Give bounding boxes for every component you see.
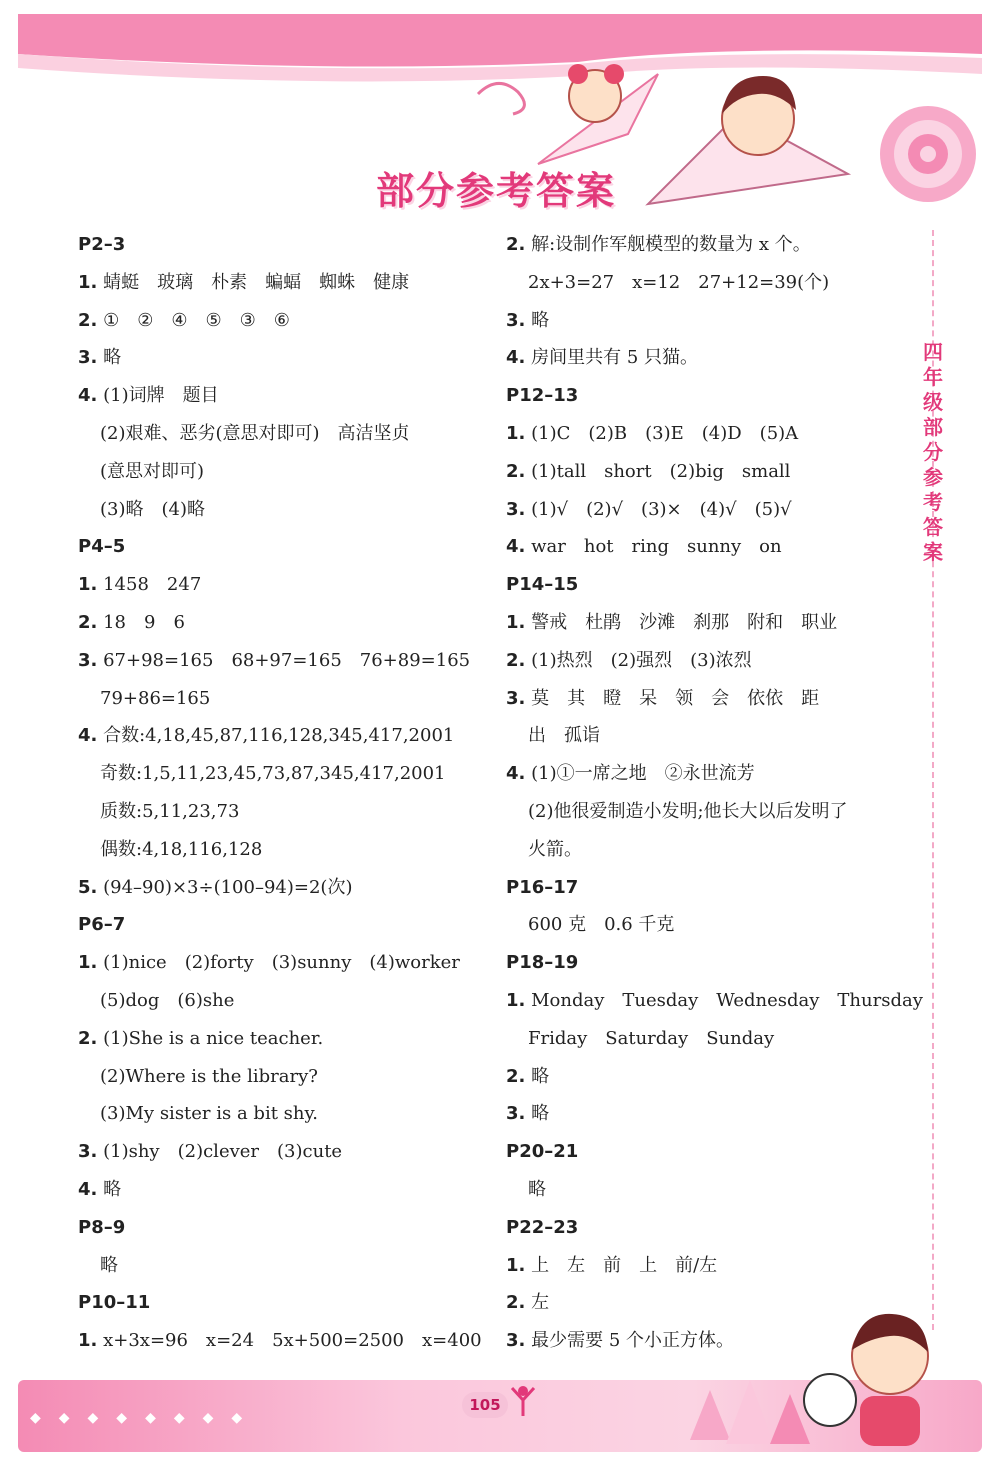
answer-line xyxy=(506,793,906,831)
answer-text: (1)词牌 题目 xyxy=(103,385,219,407)
answer-text: P22–23 xyxy=(506,1216,579,1238)
answer-line xyxy=(78,717,498,755)
answer-text: 略 xyxy=(531,309,550,331)
answer-text: (1)shy (2)clever (3)cute xyxy=(103,1141,343,1163)
answer-line xyxy=(78,1322,498,1360)
section-heading xyxy=(78,528,498,566)
side-tab-char: 参 xyxy=(923,465,943,489)
question-number: 1. xyxy=(78,1330,98,1352)
answer-line xyxy=(78,377,498,415)
question-number: 4. xyxy=(78,1178,98,1200)
question-number: 4. xyxy=(506,763,526,785)
answer-text: ① ② ④ ⑤ ③ ⑥ xyxy=(103,309,290,331)
question-number: 2. xyxy=(506,649,526,671)
answer-text: P14–15 xyxy=(506,574,579,596)
answer-text: 略 xyxy=(531,1103,550,1125)
answer-line xyxy=(506,755,906,793)
answer-line xyxy=(78,1133,498,1171)
answer-text: (3)略 (4)略 xyxy=(100,498,205,520)
answer-line xyxy=(78,755,498,793)
section-heading xyxy=(506,1209,906,1247)
question-number: 1. xyxy=(78,271,98,293)
answer-text: 18 9 6 xyxy=(103,611,185,633)
side-tab-char: 部 xyxy=(923,415,943,439)
answer-line xyxy=(78,302,498,340)
answer-line xyxy=(78,453,498,491)
answer-text: Friday Saturday Sunday xyxy=(528,1027,775,1049)
answer-text: (1)①一席之地 ②永世流芳 xyxy=(531,763,755,785)
side-tab-char: 分 xyxy=(923,440,943,464)
answer-text: 莫 其 瞪 呆 领 会 依依 距 xyxy=(531,687,820,709)
question-number: 1. xyxy=(78,952,98,974)
answer-text: 略 xyxy=(103,347,122,369)
question-number: 5. xyxy=(78,876,98,898)
answer-text: (1)√ (2)√ (3)× (4)√ (5)√ xyxy=(531,498,792,520)
answer-line xyxy=(506,302,906,340)
answer-text: (2)艰难、恶劣(意思对即可) 高洁坚贞 xyxy=(100,422,410,444)
answer-text: 房间里共有 5 只猫。 xyxy=(531,347,699,369)
answer-line xyxy=(78,415,498,453)
answer-line xyxy=(78,982,498,1020)
answer-line xyxy=(78,680,498,718)
section-heading xyxy=(78,1284,498,1322)
answers-left-column xyxy=(78,226,498,1360)
answer-line xyxy=(78,1171,498,1209)
question-number: 3. xyxy=(506,498,526,520)
question-number: 1. xyxy=(78,574,98,596)
trees-icon xyxy=(690,1380,810,1450)
question-number: 3. xyxy=(506,309,526,331)
answer-line xyxy=(506,680,906,718)
answer-line xyxy=(78,793,498,831)
section-heading xyxy=(506,1133,906,1171)
answer-line xyxy=(78,831,498,869)
answer-text: P10–11 xyxy=(78,1292,151,1314)
answer-line xyxy=(506,717,906,755)
section-heading xyxy=(78,226,498,264)
answer-text: 解:设制作军舰模型的数量为 x 个。 xyxy=(531,234,811,255)
answer-text: (1)tall short (2)big small xyxy=(531,460,791,482)
section-heading xyxy=(506,377,906,415)
answer-text: P18–19 xyxy=(506,952,579,974)
answer-text: 合数:4,18,45,87,116,128,345,417,2001 xyxy=(103,725,455,747)
question-number: 3. xyxy=(506,1330,526,1352)
answer-line xyxy=(506,906,906,944)
answer-text: 2x+3=27 x=12 27+12=39(个) xyxy=(528,271,830,293)
question-number: 3. xyxy=(78,649,98,671)
answer-text: 略 xyxy=(103,1178,122,1200)
section-heading xyxy=(78,906,498,944)
answer-line xyxy=(78,264,498,302)
question-number: 4. xyxy=(78,385,98,407)
answer-text: x+3x=96 x=24 5x+500=2500 x=400 xyxy=(103,1330,482,1352)
answer-text: Monday Tuesday Wednesday Thursday xyxy=(531,989,923,1011)
answer-line xyxy=(506,226,906,264)
answer-text: 略 xyxy=(100,1254,118,1276)
answer-text: 600 克 0.6 千克 xyxy=(528,914,675,936)
side-tab-char: 四 xyxy=(923,340,943,364)
question-number: 1. xyxy=(506,1254,526,1276)
answer-text: P16–17 xyxy=(506,876,579,898)
answer-line xyxy=(78,491,498,529)
section-heading xyxy=(506,566,906,604)
question-number: 1. xyxy=(506,611,526,633)
answer-line xyxy=(506,491,906,529)
answer-line xyxy=(78,604,498,642)
answer-line xyxy=(506,831,906,869)
answer-line xyxy=(506,415,906,453)
answer-line xyxy=(506,339,906,377)
answer-text: 蜻蜓 玻璃 朴素 蝙蝠 蜘蛛 健康 xyxy=(103,271,410,293)
section-heading xyxy=(506,869,906,907)
answer-line xyxy=(78,1020,498,1058)
question-number: 2. xyxy=(506,460,526,482)
answer-line xyxy=(506,1171,906,1209)
answer-text: 出 孤诣 xyxy=(528,725,600,747)
answer-text: P4–5 xyxy=(78,536,126,558)
header-banner xyxy=(18,14,982,214)
answer-text: 火箭。 xyxy=(528,838,582,860)
answer-text: (3)My sister is a bit shy. xyxy=(100,1103,318,1125)
answer-text: war hot ring sunny on xyxy=(531,536,782,558)
question-number: 2. xyxy=(78,611,98,633)
answer-line xyxy=(506,1058,906,1096)
answer-line xyxy=(506,528,906,566)
answer-line xyxy=(78,339,498,377)
answer-text: 偶数:4,18,116,128 xyxy=(100,838,263,860)
answer-line xyxy=(78,1095,498,1133)
answer-line xyxy=(506,264,906,302)
answer-line xyxy=(506,453,906,491)
side-tab-char: 年 xyxy=(923,365,943,389)
answer-text: (1)热烈 (2)强烈 (3)浓烈 xyxy=(531,649,752,671)
cheering-figure-icon xyxy=(508,1384,538,1418)
answer-line xyxy=(78,869,498,907)
section-heading xyxy=(78,1209,498,1247)
answer-line xyxy=(78,944,498,982)
answer-text: (94–90)×3÷(100–94)=2(次) xyxy=(103,876,353,898)
answer-text: P6–7 xyxy=(78,914,126,936)
answer-line xyxy=(506,642,906,680)
answer-text: 略 xyxy=(531,1065,550,1087)
answer-text: 质数:5,11,23,73 xyxy=(100,800,240,822)
footer-decoration-icon: ◆◆◆◆◆◆◆◆ xyxy=(30,1410,261,1426)
answer-text: (5)dog (6)she xyxy=(100,989,235,1011)
question-number: 2. xyxy=(506,1065,526,1087)
answer-line xyxy=(78,1247,498,1285)
question-number: 1. xyxy=(506,989,526,1011)
side-tab-label xyxy=(918,340,948,565)
side-tab-char: 答 xyxy=(923,515,943,539)
answer-text: (1)C (2)B (3)E (4)D (5)A xyxy=(531,422,799,444)
question-number: 3. xyxy=(506,687,526,709)
question-number: 1. xyxy=(506,422,526,444)
question-number: 3. xyxy=(506,1103,526,1125)
side-tab-char: 级 xyxy=(923,390,943,414)
answer-text: 上 左 前 上 前/左 xyxy=(531,1254,718,1276)
answer-line xyxy=(506,604,906,642)
question-number: 2. xyxy=(506,1292,526,1314)
answer-text: (1)She is a nice teacher. xyxy=(103,1027,324,1049)
side-tab-char: 案 xyxy=(923,540,943,564)
answer-text: P8–9 xyxy=(78,1216,126,1238)
answer-text: 奇数:1,5,11,23,45,73,87,345,417,2001 xyxy=(100,763,446,785)
answer-text: (意思对即可) xyxy=(100,460,205,482)
answer-text: 最少需要 5 个小正方体。 xyxy=(531,1330,735,1352)
answer-line xyxy=(506,1247,906,1285)
answer-text: 左 xyxy=(531,1292,550,1314)
answer-text: 67+98=165 68+97=165 76+89=165 xyxy=(103,649,471,671)
answer-text: (2)Where is the library? xyxy=(100,1065,318,1087)
answer-line xyxy=(506,1020,906,1058)
question-number: 4. xyxy=(506,347,526,369)
question-number: 2. xyxy=(78,309,98,331)
question-number: 3. xyxy=(78,1141,98,1163)
question-number: 4. xyxy=(78,725,98,747)
answer-line xyxy=(78,642,498,680)
answer-text: 略 xyxy=(528,1178,546,1200)
answer-text: P2–3 xyxy=(78,234,126,255)
answer-line xyxy=(506,1095,906,1133)
answer-text: (2)他很爱制造小发明;他长大以后发明了 xyxy=(528,800,848,822)
side-tab-char: 考 xyxy=(923,490,943,514)
answer-line xyxy=(78,1058,498,1096)
answers-right-column xyxy=(506,226,923,1360)
question-number: 3. xyxy=(78,347,98,369)
answer-text: P12–13 xyxy=(506,385,579,407)
page-number: 105 xyxy=(462,1392,508,1418)
answer-text: P20–21 xyxy=(506,1141,579,1163)
answer-text: 警戒 杜鹃 沙滩 刹那 附和 职业 xyxy=(531,611,838,633)
answer-line xyxy=(506,982,923,1020)
page-title: 部分参考答案 xyxy=(376,169,617,213)
boy-with-ball-icon xyxy=(800,1300,950,1450)
question-number: 2. xyxy=(78,1027,98,1049)
section-heading xyxy=(506,944,906,982)
answer-text: 1458 247 xyxy=(103,574,202,596)
answer-line xyxy=(78,566,498,604)
answer-text: (1)nice (2)forty (3)sunny (4)worker xyxy=(103,952,460,974)
question-number: 4. xyxy=(506,536,526,558)
answer-text: 79+86=165 xyxy=(100,687,211,709)
question-number: 2. xyxy=(506,234,526,255)
